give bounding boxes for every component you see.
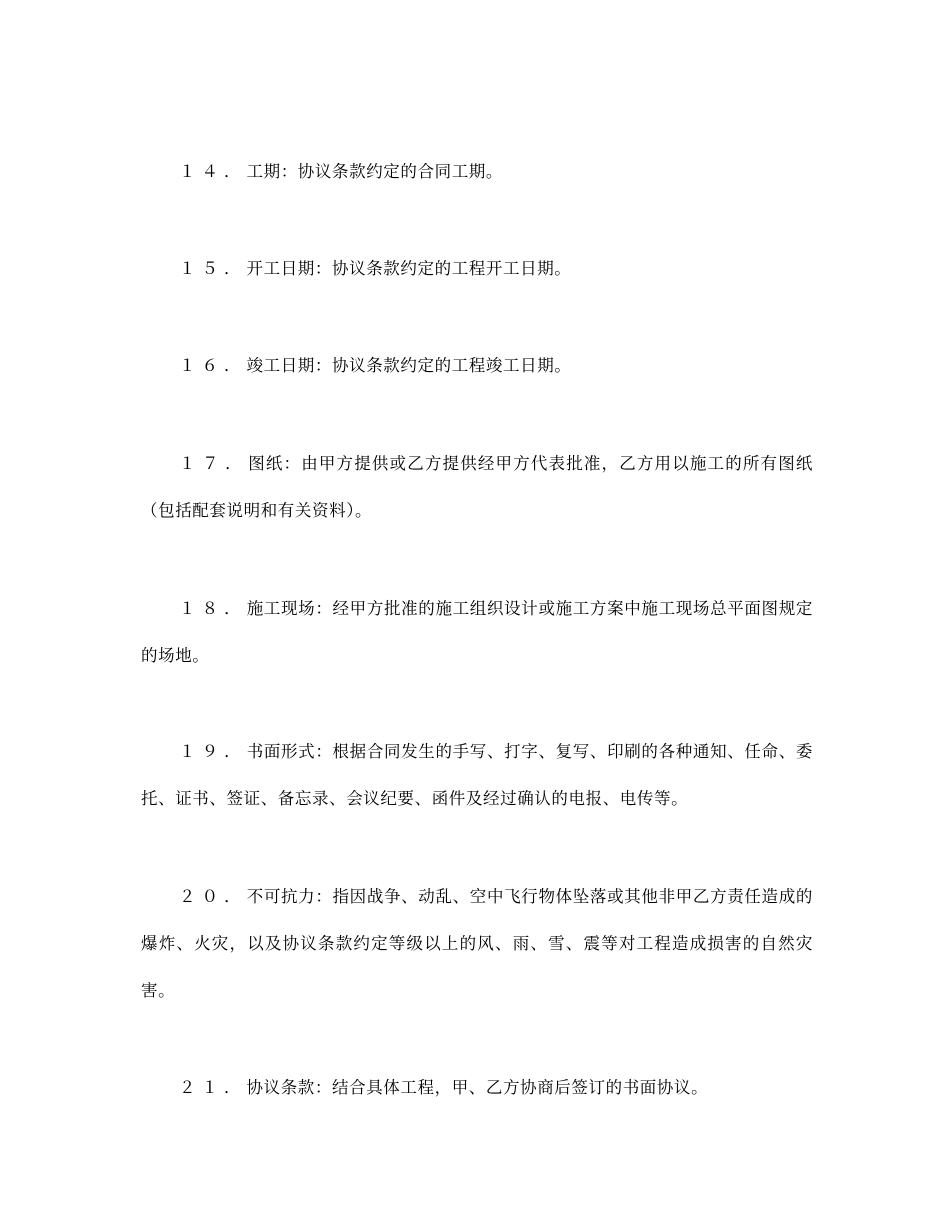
paragraph-17: [141, 440, 813, 534]
paragraph-text: 不可抗力：指因战争、动乱、空中飞行物体坠落或其他非甲乙方责任造成的爆炸、火灾，以及协议条款约定等级以上的风、雨、雪、震等对工程造成损害的自然灾害。: [141, 887, 813, 1000]
paragraph-21: [141, 1064, 813, 1111]
paragraph-number: １６．: [179, 356, 247, 375]
paragraph-18: [141, 585, 813, 679]
paragraph-19: [141, 728, 813, 822]
paragraph-text: 书面形式：根据合同发生的手写、打字、复写、印刷的各种通知、任命、委托、证书、签证、备忘录、会议纪要、函件及经过确认的电报、电传等。: [141, 742, 813, 808]
paragraph-number: １７．: [179, 454, 249, 473]
paragraph-15: [141, 245, 813, 292]
paragraph-number: １５．: [179, 259, 247, 278]
paragraph-number: ２０．: [179, 887, 247, 906]
paragraph-number: １９．: [179, 742, 247, 761]
paragraph-number: ２１．: [179, 1078, 247, 1097]
paragraph-text: 图纸：由甲方提供或乙方提供经甲方代表批准，乙方用以施工的所有图纸（包括配套说明和有关资料）。: [141, 454, 813, 520]
paragraph-text: 工期：协议条款约定的合同工期。: [246, 162, 503, 181]
paragraph-20: [141, 873, 813, 1014]
paragraph-number: １８．: [179, 599, 247, 618]
paragraph-text: 协议条款：结合具体工程，甲、乙方协商后签订的书面协议。: [246, 1078, 709, 1097]
paragraph-16: [141, 342, 813, 389]
paragraph-text: 开工日期：协议条款约定的工程开工日期。: [246, 259, 572, 278]
paragraph-text: 竣工日期：协议条款约定的工程竣工日期。: [246, 356, 572, 375]
paragraph-text: 施工现场：经甲方批准的施工组织设计或施工方案中施工现场总平面图规定的场地。: [141, 599, 813, 665]
paragraph-14: [141, 148, 813, 195]
paragraph-number: １４．: [179, 162, 247, 181]
